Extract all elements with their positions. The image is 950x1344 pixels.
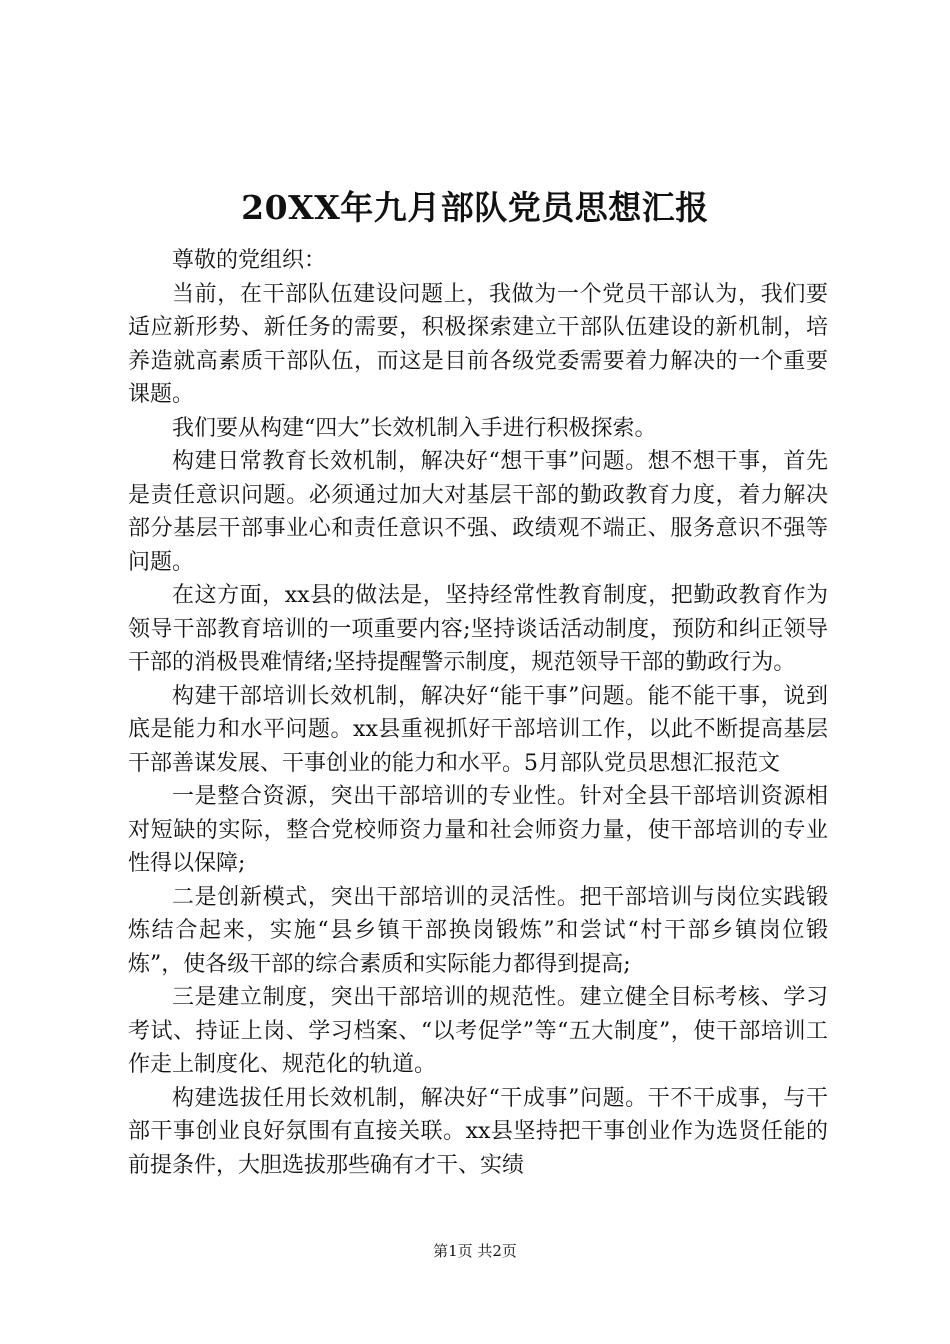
page-number: 第1页 共2页 [433, 1242, 517, 1260]
body-paragraph: 构建日常教育长效机制，解决好“想干事”问题。想不想干事，首先是责任意识问题。必须通过加大对基层干部的勤政教育力度，着力解决部分基层干部事业心和责任意识不强、政绩观不端正、服务意识不强等问题。 [128, 449, 828, 575]
body-paragraph: 二是创新模式，突出干部培训的灵活性。把干部培训与岗位实践锻炼结合起来，实施“县乡镇干部换岗锻炼”和尝试“村干部乡镇岗位锻炼”，使各级干部的综合素质和实际能力都得到提高; [128, 884, 828, 977]
body-paragraph: 构建选拔任用长效机制，解决好“干成事”问题。干不干成事，与干部干事创业良好氛围有直接关联。xx县坚持把干事创业作为选贤任能的前提条件，大胆选拔那些确有才干、实绩 [128, 1085, 828, 1178]
body-paragraph: 构建干部培训长效机制，解决好“能干事”问题。能不能干事，说到底是能力和水平问题。xx县重视抓好干部培训工作，以此不断提高基层干部善谋发展、干事创业的能力和水平。5月部队党员思想汇报范文 [128, 683, 828, 776]
body-paragraph: 当前，在干部队伍建设问题上，我做为一个党员干部认为，我们要适应新形势、新任务的需要，积极探索建立干部队伍建设的新机制，培养造就高素质干部队伍，而这是目前各级党委需要着力解决的一个重要课题。 [128, 281, 828, 407]
body-paragraph: 一是整合资源，突出干部培训的专业性。针对全县干部培训资源相对短缺的实际，整合党校师资力量和社会师资力量，使干部培训的专业性得以保障; [128, 784, 828, 876]
body-paragraph: 三是建立制度，突出干部培训的规范性。建立健全目标考核、学习考试、持证上岗、学习档案、“以考促学”等“五大制度”，使干部培训工作走上制度化、规范化的轨道。 [128, 985, 828, 1077]
document-title: 20XX年九月部队党员思想汇报 [241, 188, 709, 227]
body-paragraph: 在这方面，xx县的做法是，坚持经常性教育制度，把勤政教育作为领导干部教育培训的一项重要内容;坚持谈话活动制度，预防和纠正领导干部的消极畏难情绪;坚持提醒警示制度，规范领导干部的勤政行为。 [128, 583, 828, 675]
salutation: 尊敬的党组织： [172, 248, 327, 273]
body-paragraph: 我们要从构建“四大”长效机制入手进行积极探索。 [172, 415, 657, 441]
document-body [128, 244, 828, 1182]
